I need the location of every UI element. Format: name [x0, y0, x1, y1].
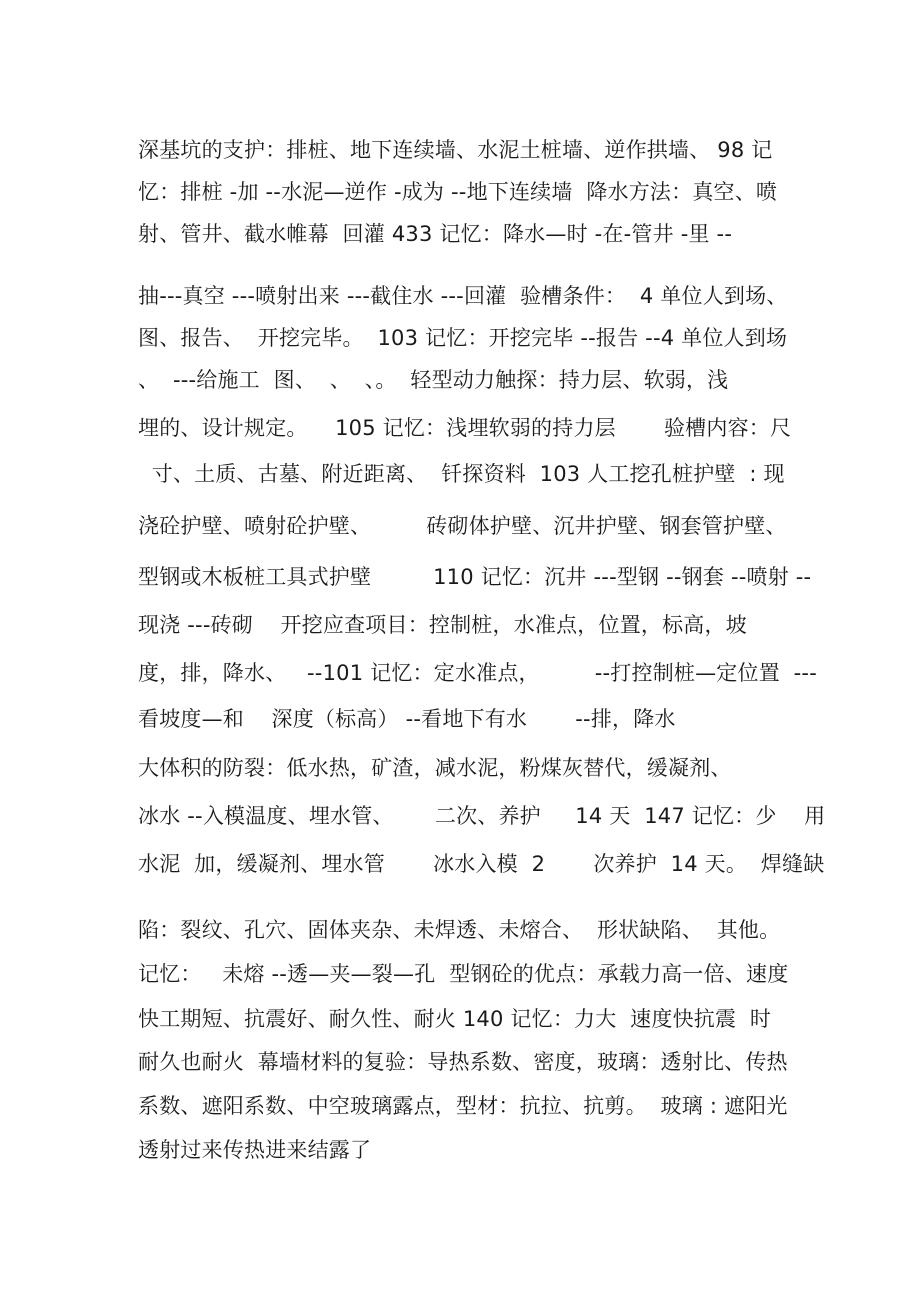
text-line: 记忆： 未熔 --透—夹—裂—孔 型钢砼的优点：承载力高一倍、速度	[138, 962, 789, 986]
text-line: 度，排，降水、 --101 记忆：定水准点， --打控制桩—定位置 ---	[138, 661, 817, 685]
text-line: 透射过来传热进来结露了	[138, 1138, 372, 1162]
text-line: 、 ---给施工 图、 、 、。 轻型动力触探：持力层、软弱，浅	[138, 368, 729, 392]
text-line: 忆：排桩 -加 --水泥—逆作 -成为 --地下连续墙 降水方法：真空、喷	[138, 180, 778, 204]
text-line: 抽---真空 ---喷射出来 ---截住水 ---回灌 验槽条件： 4 单位人到场、	[138, 284, 788, 308]
text-line: 冰水 --入模温度、埋水管、 二次、养护 14 天 147 记忆：少 用	[138, 804, 826, 828]
text-line: 现浇 ---砖砌 开挖应查项目：控制桩，水准点，位置，标高，坡	[138, 613, 747, 637]
text-line: 耐久也耐火 幕墙材料的复验：导热系数、密度，玻璃：透射比、传热	[138, 1050, 788, 1074]
text-line: 深基坑的支护：排桩、地下连续墙、水泥土桩墙、逆作拱墙、 98 记	[138, 138, 773, 162]
text-line: 看坡度—和 深度（标高） --看地下有水 --排，降水	[138, 707, 676, 731]
text-line: 寸、土质、古墓、附近距离、 钎探资料 103 人工挖孔桩护壁 : 现	[138, 462, 785, 486]
text-line: 大体积的防裂：低水热，矿渣，减水泥，粉煤灰替代，缓凝剂、	[138, 756, 732, 780]
text-line: 埋的、设计规定。 105 记忆：浅埋软弱的持力层 验槽内容：尺	[138, 416, 792, 440]
text-line: 陷：裂纹、孔穴、固体夹杂、未焊透、未熔合、 形状缺陷、 其他。	[138, 918, 781, 942]
text-line: 浇砼护壁、喷射砼护壁、 砖砌体护壁、沉井护壁、钢套管护壁、	[138, 514, 787, 538]
text-line: 射、管井、截水帷幕 回灌 433 记忆：降水—时 -在-管井 -里 --	[138, 222, 733, 246]
text-line: 图、报告、 开挖完毕。 103 记忆：开挖完毕 --报告 --4 单位人到场	[138, 326, 788, 350]
text-line: 水泥 加，缓凝剂、埋水管 冰水入模 2 次养护 14 天。 焊缝缺	[138, 852, 825, 876]
text-line: 系数、遮阳系数、中空玻璃露点，型材：抗拉、抗剪。 玻璃 : 遮阳光	[138, 1094, 788, 1118]
text-line: 快工期短、抗震好、耐久性、耐火 140 记忆：力大 速度快抗震 时	[138, 1007, 772, 1031]
text-line: 型钢或木板桩工具式护壁 110 记忆：沉井 ---型钢 --钢套 --喷射 --	[138, 565, 812, 589]
